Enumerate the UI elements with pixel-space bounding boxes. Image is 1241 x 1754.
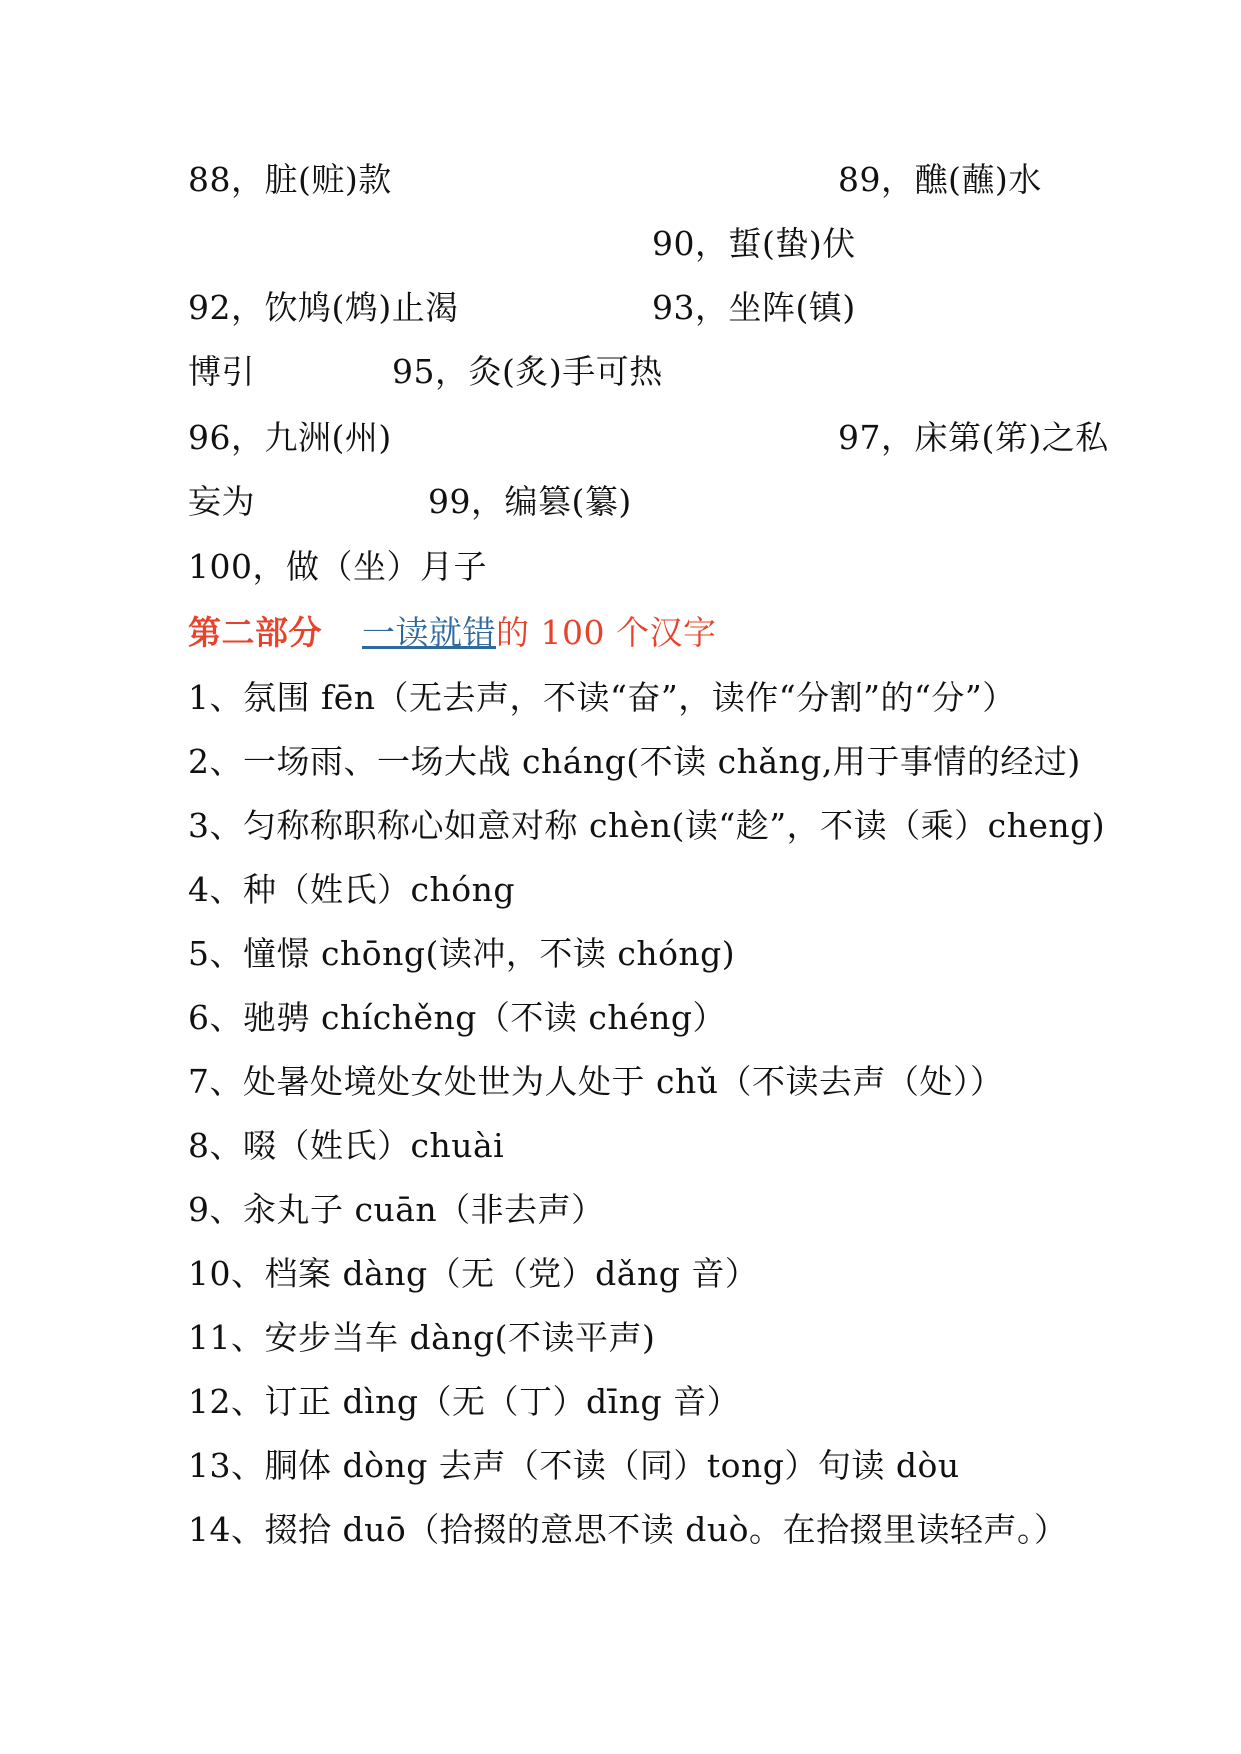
section-heading: [188, 613, 716, 653]
list-item: 10、档案 dàng（无（党）dǎng 音）: [188, 1254, 759, 1293]
list-item: 6、驰骋 chíchěng（不读 chéng）: [188, 998, 727, 1037]
list-item: 3、匀称称职称心如意对称 chèn(读“趁”，不读（乘）cheng): [188, 806, 1106, 845]
list-item: 2、一场雨、一场大战 cháng(不读 chǎng,用于事情的经过): [188, 742, 1081, 781]
entry-92: 92，饮鸠(鸩)止渴: [188, 288, 459, 327]
list-item: 14、掇拾 duō（拾掇的意思不读 duò。在拾掇里读轻声。）: [188, 1510, 1068, 1549]
list-item: 11、安步当车 dàng(不读平声): [188, 1318, 656, 1357]
list-item: 8、啜（姓氏）chuài: [188, 1126, 505, 1165]
entry-97: 97，床第(笫)之私: [838, 418, 1109, 457]
entry-98-tail: 妄为: [188, 482, 255, 521]
section-title-rest: 的 100 个汉字: [496, 613, 717, 652]
entry-90: 90，蜇(蛰)伏: [652, 224, 856, 263]
section-title: 第二部分: [188, 613, 322, 652]
list-item: 9、汆丸子 cuān（非去声）: [188, 1190, 605, 1229]
entry-94-tail: 博引: [188, 352, 255, 391]
entry-96: 96，九洲(州): [188, 418, 392, 457]
list-item: 1、氛围 fēn（无去声，不读“奋”，读作“分割”的“分”）: [188, 678, 1016, 717]
list-item: 4、种（姓氏）chóng: [188, 870, 515, 909]
list-item: 5、憧憬 chōng(读冲，不读 chóng): [188, 934, 736, 973]
list-item: 12、订正 dìng（无（丁）dīng 音）: [188, 1382, 741, 1421]
entry-95: 95，灸(炙)手可热: [392, 352, 663, 391]
section-link[interactable]: 一读就错: [362, 613, 496, 652]
entry-88: 88，脏(赃)款: [188, 160, 392, 199]
entry-89: 89，醮(蘸)水: [838, 160, 1042, 199]
list-item: 7、处暑处境处女处世为人处于 chǔ（不读去声（处））: [188, 1062, 1004, 1101]
list-item: 13、胴体 dòng 去声（不读（同）tong）句读 dòu: [188, 1446, 960, 1485]
entry-99: 99，编篡(纂): [428, 482, 632, 521]
entry-100: 100，做（坐）月子: [188, 547, 487, 586]
entry-93: 93，坐阵(镇): [652, 288, 856, 327]
